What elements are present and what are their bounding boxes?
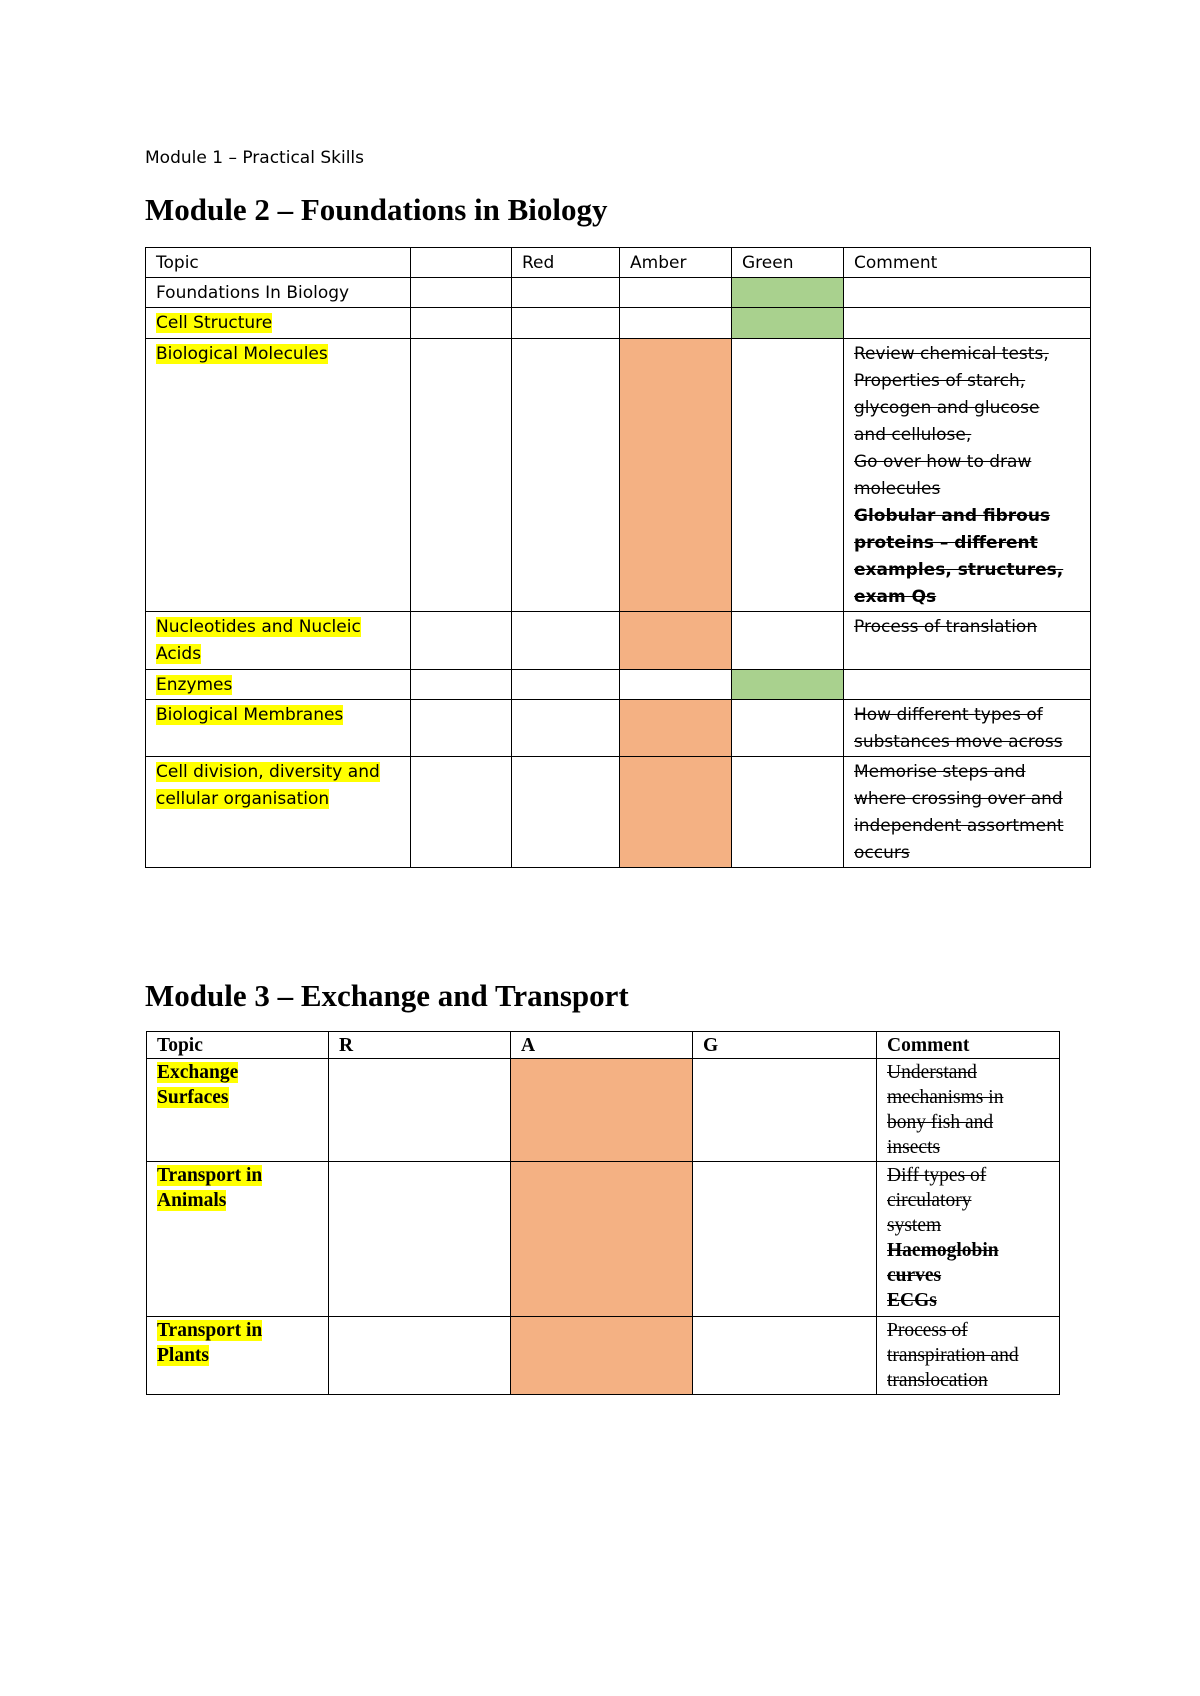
comment-line: insects [887, 1137, 941, 1158]
header-a: A [511, 1032, 693, 1059]
comment-line: ECGs [887, 1290, 937, 1311]
comment-line: Globular and fibrous [854, 506, 1051, 526]
topic-text: Surfaces [157, 1087, 229, 1108]
header-amber: Amber [620, 248, 732, 278]
comment-cell [877, 1317, 1060, 1395]
table-row [147, 1317, 1060, 1395]
comment-line: Process of [887, 1320, 968, 1341]
comment-line: curves [887, 1265, 942, 1286]
topic-cell [146, 700, 411, 757]
comment-line: Process of translation [854, 617, 1038, 637]
comment-cell [844, 700, 1091, 757]
comment-line: transpiration and [887, 1345, 1019, 1366]
comment-cell [844, 278, 1091, 308]
module-3-title: Module 3 – Exchange and Transport [145, 978, 629, 1013]
header-g: G [693, 1032, 877, 1059]
table-row [146, 670, 1091, 700]
topic-text: Enzymes [156, 675, 233, 695]
topic-text: Nucleotides and Nucleic [156, 617, 361, 637]
header-comment: Comment [877, 1032, 1060, 1059]
comment-line: exam Qs [854, 587, 937, 607]
blank-cell [411, 308, 512, 339]
topic-cell [146, 278, 411, 308]
topic-text: Transport in [157, 1320, 263, 1341]
amber-cell [620, 757, 732, 868]
amber-cell [620, 278, 732, 308]
r-cell [329, 1059, 511, 1162]
comment-line: and cellulose, [854, 425, 972, 445]
comment-line: bony fish and [887, 1112, 994, 1133]
red-cell [512, 308, 620, 339]
topic-cell [146, 757, 411, 868]
topic-text: Exchange [157, 1062, 239, 1083]
amber-cell [620, 670, 732, 700]
table-row [146, 612, 1091, 670]
comment-line: mechanisms in [887, 1087, 1004, 1108]
a-cell [511, 1317, 693, 1395]
comment-line: substances move across [854, 732, 1063, 752]
green-cell [732, 612, 844, 670]
comment-line: molecules [854, 479, 941, 499]
table-row [146, 278, 1091, 308]
comment-line: examples, structures, [854, 560, 1064, 580]
module-3-table [146, 1031, 1060, 1395]
green-cell [732, 308, 844, 339]
red-cell [512, 278, 620, 308]
topic-cell [147, 1162, 329, 1317]
topic-text: Cell division, diversity and [156, 762, 380, 782]
table-row [147, 1059, 1060, 1162]
comment-line: glycogen and glucose [854, 398, 1040, 418]
r-cell [329, 1317, 511, 1395]
blank-cell [411, 278, 512, 308]
comment-line: Diff types of [887, 1165, 987, 1186]
blank-cell [411, 670, 512, 700]
topic-text: Plants [157, 1345, 210, 1366]
g-cell [693, 1162, 877, 1317]
comment-cell [844, 339, 1091, 612]
comment-line: circulatory [887, 1190, 972, 1211]
comment-cell [844, 757, 1091, 868]
green-cell [732, 278, 844, 308]
header-topic: Topic [146, 248, 411, 278]
topic-text: Biological Molecules [156, 344, 328, 364]
topic-cell [146, 308, 411, 339]
green-cell [732, 670, 844, 700]
comment-cell [844, 670, 1091, 700]
comment-line: Haemoglobin [887, 1240, 999, 1261]
comment-line: How different types of [854, 705, 1043, 725]
topic-text: Animals [157, 1190, 227, 1211]
comment-line: Memorise steps and [854, 762, 1026, 782]
comment-line: Understand [887, 1062, 977, 1083]
comment-cell [844, 612, 1091, 670]
header-blank [411, 248, 512, 278]
comment-line: proteins – different [854, 533, 1038, 553]
topic-text: cellular organisation [156, 789, 330, 809]
comment-line: occurs [854, 843, 910, 863]
header-topic: Topic [147, 1032, 329, 1059]
table-row [146, 308, 1091, 339]
blank-cell [411, 757, 512, 868]
header-red: Red [512, 248, 620, 278]
topic-cell [147, 1317, 329, 1395]
topic-text: Transport in [157, 1165, 263, 1186]
amber-cell [620, 612, 732, 670]
blank-cell [411, 339, 512, 612]
green-cell [732, 700, 844, 757]
green-cell [732, 339, 844, 612]
topic-cell [147, 1059, 329, 1162]
module-1-heading: Module 1 – Practical Skills [145, 148, 364, 168]
blank-cell [411, 700, 512, 757]
red-cell [512, 757, 620, 868]
header-r: R [329, 1032, 511, 1059]
red-cell [512, 339, 620, 612]
table-row [146, 339, 1091, 612]
g-cell [693, 1317, 877, 1395]
topic-text: Acids [156, 644, 202, 664]
comment-cell [877, 1059, 1060, 1162]
blank-cell [411, 612, 512, 670]
table-header-row [146, 248, 1091, 278]
table-row [147, 1162, 1060, 1317]
comment-line: where crossing over and [854, 789, 1063, 809]
comment-cell [844, 308, 1091, 339]
comment-line: independent assortment [854, 816, 1064, 836]
table-row [146, 757, 1091, 868]
amber-cell [620, 339, 732, 612]
comment-cell [877, 1162, 1060, 1317]
red-cell [512, 700, 620, 757]
comment-line: Properties of starch, [854, 371, 1026, 391]
red-cell [512, 670, 620, 700]
header-green: Green [732, 248, 844, 278]
red-cell [512, 612, 620, 670]
topic-text: Foundations In Biology [156, 283, 350, 303]
topic-cell [146, 612, 411, 670]
g-cell [693, 1059, 877, 1162]
topic-text: Biological Membranes [156, 705, 344, 725]
a-cell [511, 1059, 693, 1162]
table-row [146, 700, 1091, 757]
comment-line: Review chemical tests, [854, 344, 1049, 364]
r-cell [329, 1162, 511, 1317]
comment-line: Go over how to draw [854, 452, 1032, 472]
module-2-title: Module 2 – Foundations in Biology [145, 192, 608, 227]
table-header-row [147, 1032, 1060, 1059]
comment-line: system [887, 1215, 942, 1236]
topic-cell [146, 670, 411, 700]
amber-cell [620, 700, 732, 757]
a-cell [511, 1162, 693, 1317]
module-2-table [145, 247, 1091, 868]
topic-cell [146, 339, 411, 612]
comment-line: translocation [887, 1370, 988, 1391]
header-comment: Comment [844, 248, 1091, 278]
topic-text: Cell Structure [156, 313, 273, 333]
amber-cell [620, 308, 732, 339]
green-cell [732, 757, 844, 868]
